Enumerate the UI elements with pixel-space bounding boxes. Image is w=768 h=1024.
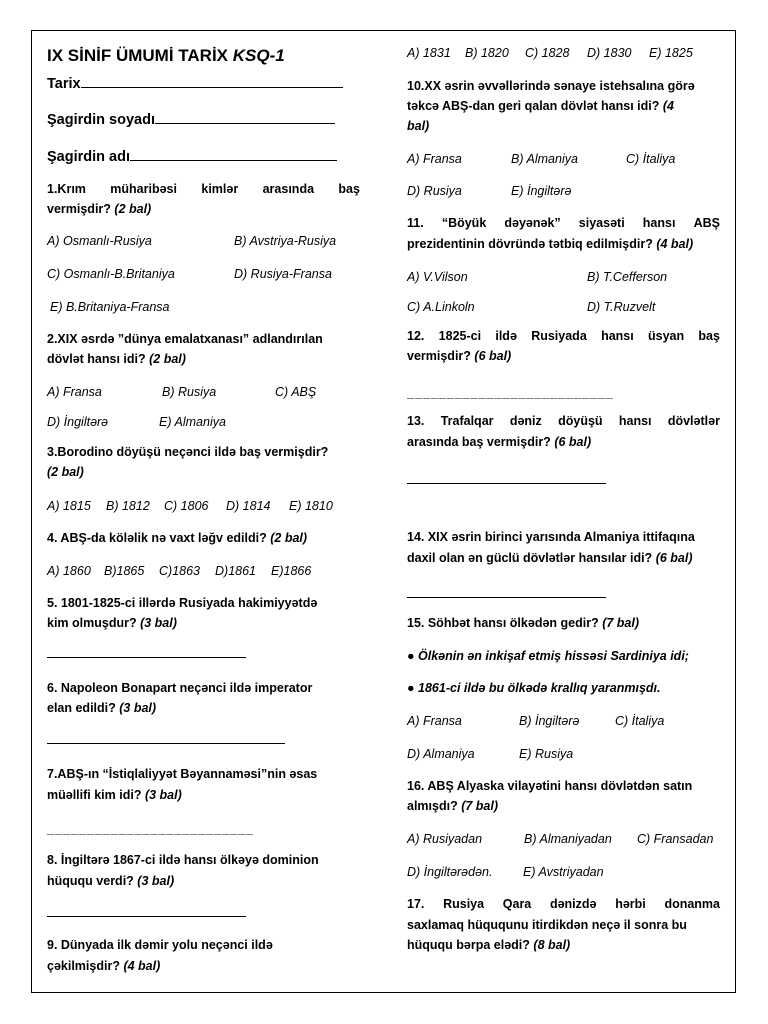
q16-option-b[interactable]: B) Almaniyadan xyxy=(524,832,612,846)
q12-answer-line[interactable]: __________________________ xyxy=(407,386,614,400)
q3-line1: 3.Borodino döyüşü neçənci ildə baş vermişdir? xyxy=(47,445,329,459)
q16-option-a[interactable]: A) Rusiyadan xyxy=(407,832,483,846)
q7-line1: 7.ABŞ-ın “İstiqlaliyyət Bəyannaməsi”nin əsas xyxy=(47,767,318,781)
q9-line2: çəkilmişdir? (4 bal) xyxy=(47,959,161,973)
q9-option-a[interactable]: A) 1831 xyxy=(407,46,451,60)
q1-option-e[interactable]: E) B.Britaniya-Fransa xyxy=(50,300,170,314)
name-field[interactable] xyxy=(47,146,337,166)
q4-option-d[interactable]: D)1861 xyxy=(215,564,256,578)
q13-points: (6 bal) xyxy=(554,435,592,449)
q1-option-d[interactable]: D) Rusiya-Fransa xyxy=(234,267,332,281)
q10-line3 xyxy=(407,118,429,134)
q10-option-e[interactable]: E) İngiltərə xyxy=(511,184,572,198)
q12-points: (6 bal) xyxy=(474,349,512,363)
q5-points: (3 bal) xyxy=(140,616,177,630)
q4-option-c[interactable]: C)1863 xyxy=(159,564,200,578)
q15-points: (7 bal) xyxy=(602,616,640,630)
q7-points: (3 bal) xyxy=(144,788,182,802)
q17-line3: hüququ bərpa elədi? (8 bal) xyxy=(407,938,571,952)
q11-line1: 11. “Böyük dəyənək” siyasəti hansı ABŞ xyxy=(407,216,720,230)
q13-line2: arasında baş vermişdir? (6 bal) xyxy=(407,435,592,449)
q11-option-b[interactable]: B) T.Cefferson xyxy=(587,270,668,284)
q4-option-a[interactable]: A) 1860 xyxy=(47,564,91,578)
q9-option-d[interactable]: D) 1830 xyxy=(587,46,632,60)
date-label: Tarix xyxy=(47,76,81,92)
q1-line1: 1.Krım müharibəsi kimlər arasında baş xyxy=(47,182,360,196)
q3-points: (2 bal) xyxy=(47,465,84,479)
page-title xyxy=(47,46,285,66)
q9-option-c[interactable]: C) 1828 xyxy=(525,46,570,60)
q17-line2: saxlamaq hüququnu itirdikdən neçə il sonra bu xyxy=(407,918,687,932)
q1-points: (2 bal) xyxy=(114,202,152,216)
q16-line1: 16. ABŞ Alyaska vilayətini hansı dövlətdən satın xyxy=(407,779,693,793)
q16-line2: almışdı? (7 bal) xyxy=(407,799,499,813)
q6-answer-line[interactable] xyxy=(47,743,285,744)
q11-option-a[interactable]: A) V.Vilson xyxy=(407,270,468,284)
surname-blank[interactable] xyxy=(155,109,335,124)
q16-points: (7 bal) xyxy=(461,799,499,813)
q2-line2: dövlət hansı idi? (2 bal) xyxy=(47,352,186,366)
surname-label: Şagirdin soyadı xyxy=(47,112,155,128)
q2-option-a[interactable]: A) Fransa xyxy=(47,385,102,399)
q10-points-b: bal) xyxy=(407,119,430,133)
q3-option-e[interactable]: E) 1810 xyxy=(289,499,333,513)
q3-option-b[interactable]: B) 1812 xyxy=(106,499,150,513)
q10-option-d[interactable]: D) Rusiya xyxy=(407,184,462,198)
q9-option-b[interactable]: B) 1820 xyxy=(465,46,509,60)
q2-option-b[interactable]: B) Rusiya xyxy=(162,385,217,399)
q15-option-b[interactable]: B) İngiltərə xyxy=(519,714,580,728)
q3-option-d[interactable]: D) 1814 xyxy=(226,499,271,513)
q11-option-d[interactable]: D) T.Ruzvelt xyxy=(587,300,656,314)
q14-answer-line[interactable] xyxy=(407,597,606,598)
q15-line1: 15. Söhbət hansı ölkədən gedir? (7 bal) xyxy=(407,616,640,630)
q15-option-c[interactable]: C) İtaliya xyxy=(615,714,665,728)
q1-line2: vermişdir? (2 bal) xyxy=(47,202,152,216)
q3-option-c[interactable]: C) 1806 xyxy=(164,499,209,513)
q5-line2: kim olmuşdur? (3 bal) xyxy=(47,616,177,630)
q4-points: (2 bal) xyxy=(270,531,308,545)
q2-option-d[interactable]: D) İngiltərə xyxy=(47,415,109,429)
q15-bullet-2: ● 1861-ci ildə bu ölkədə krallıq yaranmışdı. xyxy=(407,681,661,695)
q14-line2: daxil olan ən güclü dövlətlər hansılar idi? (6 bal) xyxy=(407,551,693,565)
q10-option-c[interactable]: C) İtaliya xyxy=(626,152,676,166)
q12-line1: 12. 1825-ci ildə Rusiyada hansı üsyan baş xyxy=(407,329,720,343)
q10-line1: 10.XX əsrin əvvəllərində sənaye istehsalına görə xyxy=(407,79,695,93)
q8-answer-line[interactable] xyxy=(47,916,246,917)
title-main: IX SİNİF ÜMUMİ TARİX xyxy=(47,46,229,65)
q17-line1: 17. Rusiya Qara dənizdə hərbi donanma xyxy=(407,897,720,911)
q11-line2: prezidentinin dövründə tətbiq edilmişdir? (4 bal) xyxy=(407,237,694,251)
q4-line1: 4. ABŞ-da köləlik nə vaxt ləğv edildi? (2 bal) xyxy=(47,531,308,545)
date-field[interactable] xyxy=(47,73,343,93)
q6-line2: elan edildi? (3 bal) xyxy=(47,701,157,715)
q1-option-c[interactable]: C) Osmanlı-B.Britaniya xyxy=(47,267,175,281)
q6-points: (3 bal) xyxy=(119,701,157,715)
q13-answer-line[interactable] xyxy=(407,483,606,484)
name-blank[interactable] xyxy=(130,146,337,161)
q15-bullet-1: ● Ölkənin ən inkişaf etmiş hissəsi Sardiniya idi; xyxy=(407,649,689,663)
q8-line2: hüququ verdi? (3 bal) xyxy=(47,874,175,888)
title-code: KSQ-1 xyxy=(232,46,285,65)
q1-option-b[interactable]: B) Avstriya-Rusiya xyxy=(234,234,337,248)
q9-option-e[interactable]: E) 1825 xyxy=(649,46,693,60)
q10-option-a[interactable]: A) Fransa xyxy=(407,152,462,166)
q12-line2: vermişdir? (6 bal) xyxy=(407,349,512,363)
q16-option-d[interactable]: D) İngiltərədən. xyxy=(407,865,493,879)
q9-points: (4 bal) xyxy=(123,959,161,973)
q4-option-b[interactable]: B)1865 xyxy=(104,564,145,578)
q1-option-a[interactable]: A) Osmanlı-Rusiya xyxy=(47,234,152,248)
q7-answer-line[interactable]: __________________________ xyxy=(47,822,254,836)
date-blank[interactable] xyxy=(81,73,343,88)
q9-line1: 9. Dünyada ilk dəmir yolu neçənci ildə xyxy=(47,938,273,952)
q17-points: (8 bal) xyxy=(533,938,571,952)
q14-points: (6 bal) xyxy=(655,551,693,565)
q14-line1: 14. XIX əsrin birinci yarısında Almaniya ittifaqına xyxy=(407,530,695,544)
q2-option-e[interactable]: E) Almaniya xyxy=(159,415,226,429)
q13-line1: 13. Trafalqar dəniz döyüşü hansı dövlətlər xyxy=(407,414,720,428)
q2-points: (2 bal) xyxy=(149,352,186,366)
q6-line1: 6. Napoleon Bonapart neçənci ildə imperator xyxy=(47,681,313,695)
q2-line1: 2.XIX əsrdə ”dünya emalatxanası” adlandırılan xyxy=(47,332,323,346)
q5-line1: 5. 1801-1825-ci illərdə Rusiyada hakimiyyətdə xyxy=(47,596,318,610)
q10-option-b[interactable]: B) Almaniya xyxy=(511,152,578,166)
q7-line2: müəllifi kim idi? (3 bal) xyxy=(47,788,182,802)
q8-line1: 8. İngiltərə 1867-ci ildə hansı ölkəyə dominion xyxy=(47,853,319,867)
q16-option-e[interactable]: E) Avstriyadan xyxy=(523,865,604,879)
q3-option-a[interactable]: A) 1815 xyxy=(47,499,91,513)
q11-option-c[interactable]: C) A.Linkoln xyxy=(407,300,475,314)
name-label: Şagirdin adı xyxy=(47,149,130,165)
q11-points: (4 bal) xyxy=(656,237,694,251)
q16-option-c[interactable]: C) Fransadan xyxy=(637,832,714,846)
q10-points-a: (4 xyxy=(662,99,674,113)
q4-option-e[interactable]: E)1866 xyxy=(271,564,312,578)
q2-option-c[interactable]: C) ABŞ xyxy=(275,385,317,399)
q8-points: (3 bal) xyxy=(137,874,175,888)
q5-answer-line[interactable] xyxy=(47,657,246,658)
surname-field[interactable] xyxy=(47,109,335,129)
q15-option-d[interactable]: D) Almaniya xyxy=(407,747,475,761)
q15-option-e[interactable]: E) Rusiya xyxy=(519,747,574,761)
q15-option-a[interactable]: A) Fransa xyxy=(407,714,462,728)
q10-line2: təkcə ABŞ-dan geri qalan dövlət hansı idi? (4 xyxy=(407,99,674,113)
